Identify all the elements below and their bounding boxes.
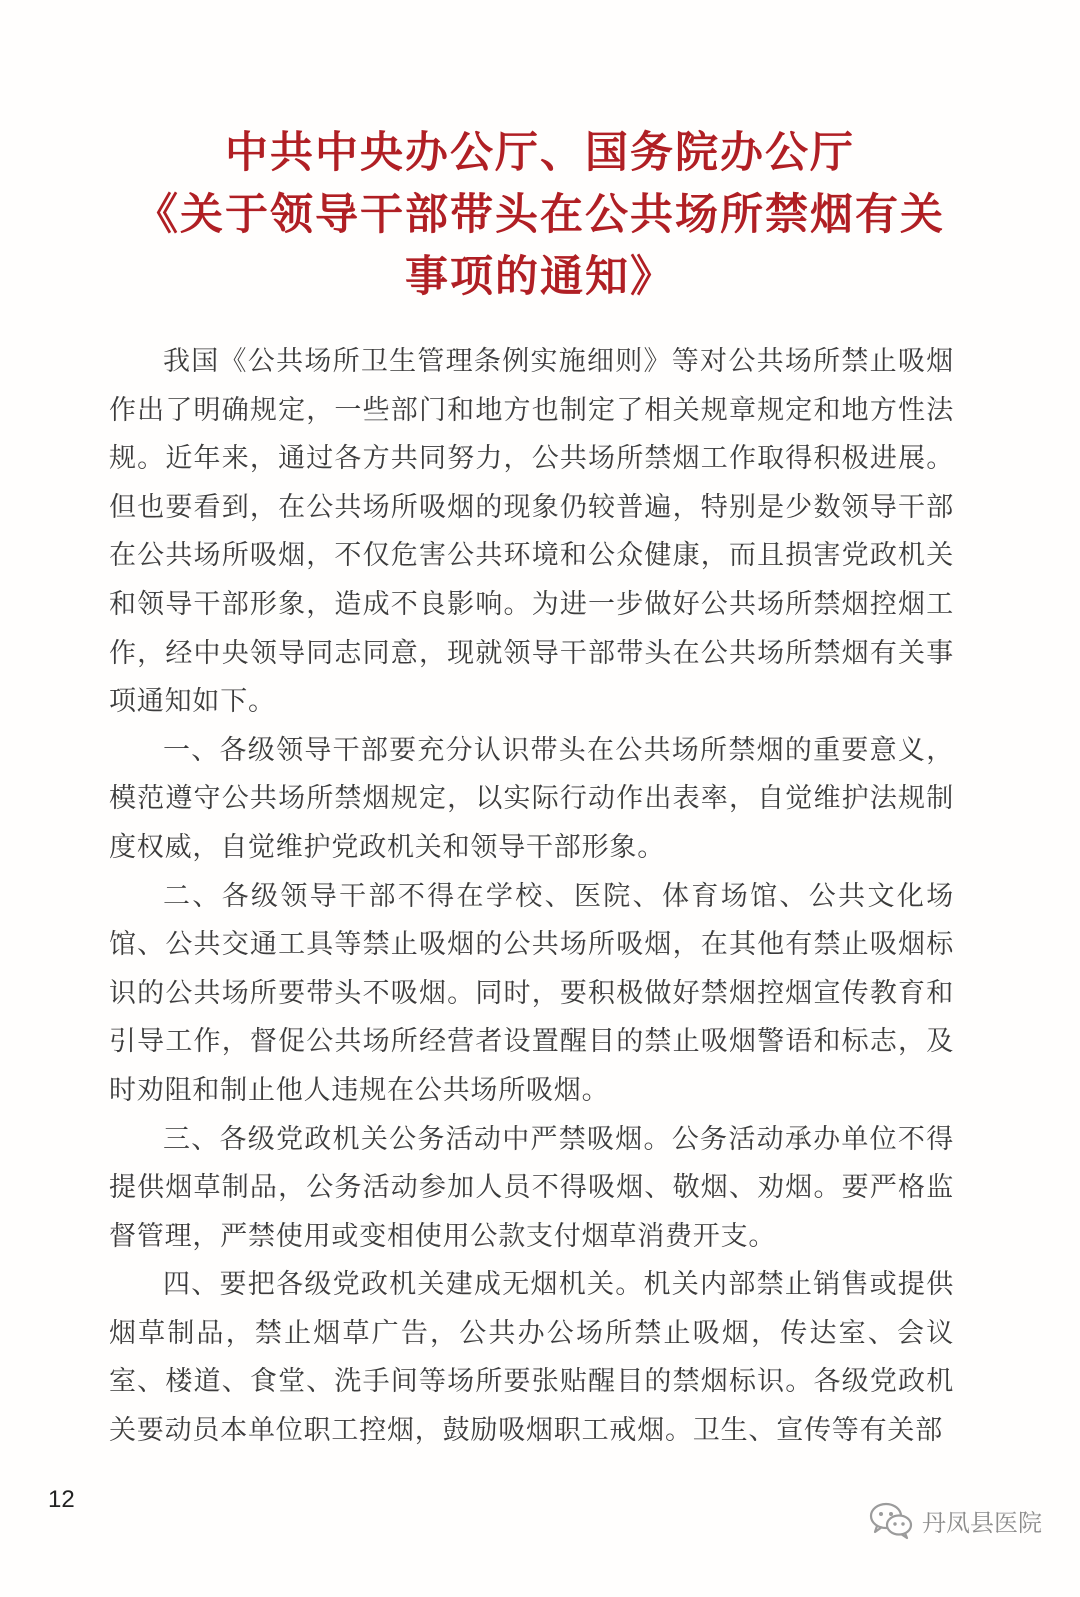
page-number: 12	[48, 1486, 75, 1513]
title-line-2: 《关于领导干部带头在公共场所禁烟有关	[135, 190, 945, 240]
wechat-icon	[868, 1500, 914, 1540]
paragraph-intro: 我国《公共场所卫生管理条例实施细则》等对公共场所禁止吸烟作出了明确规定，一些部门和地方也制定了相关规章规定和地方性法规。近年来，通过各方共同努力，公共场所禁烟工作取得积极进展。但也要看到，在公共场所吸烟的现象仍较普遍，特别是少数领导干部在公共场所吸烟，不仅危害公共环境和公众健康，而且损害党政机关和领导干部形象，造成不良影响。为进一步做好公共场所禁烟控烟工作，经中央领导同志同意，现就领导干部带头在公共场所禁烟有关事项通知如下。	[109, 346, 954, 718]
paragraph-item-2: 二、各级领导干部不得在学校、医院、体育场馆、公共文化场馆、公共交通工具等禁止吸烟的公共场所吸烟，在其他有禁止吸烟标识的公共场所要带头不吸烟。同时，要积极做好禁烟控烟宣传教育和引导工作，督促公共场所经营者设置醒目的禁止吸烟警语和标志，及时劝阻和制止他人违规在公共场所吸烟。	[109, 880, 954, 1106]
account-watermark	[868, 1500, 1042, 1540]
title-line-3: 事项的通知》	[405, 252, 675, 302]
watermark-text: 丹凤县医院	[922, 1508, 1042, 1537]
paragraph-item-1: 一、各级领导干部要充分认识带头在公共场所禁烟的重要意义，模范遵守公共场所禁烟规定，以实际行动作出表率，自觉维护法规制度权威，自觉维护党政机关和领导干部形象。	[109, 734, 954, 863]
document-title	[60, 122, 1020, 308]
paragraph-item-3: 三、各级党政机关公务活动中严禁吸烟。公务活动承办单位不得提供烟草制品，公务活动参加人员不得吸烟、敬烟、劝烟。要严格监督管理，严禁使用或变相使用公款支付烟草消费开支。	[109, 1123, 954, 1252]
document-body	[109, 338, 954, 1456]
paragraph-item-4: 四、要把各级党政机关建成无烟机关。机关内部禁止销售或提供烟草制品，禁止烟草广告，公共办公场所禁止吸烟，传达室、会议室、楼道、食堂、洗手间等场所要张贴醒目的禁烟标识。各级党政机关要动员本单位职工控烟，鼓励吸烟职工戒烟。卫生、宣传等有关部	[109, 1269, 954, 1447]
title-line-1: 中共中央办公厅、国务院办公厅	[225, 128, 855, 178]
